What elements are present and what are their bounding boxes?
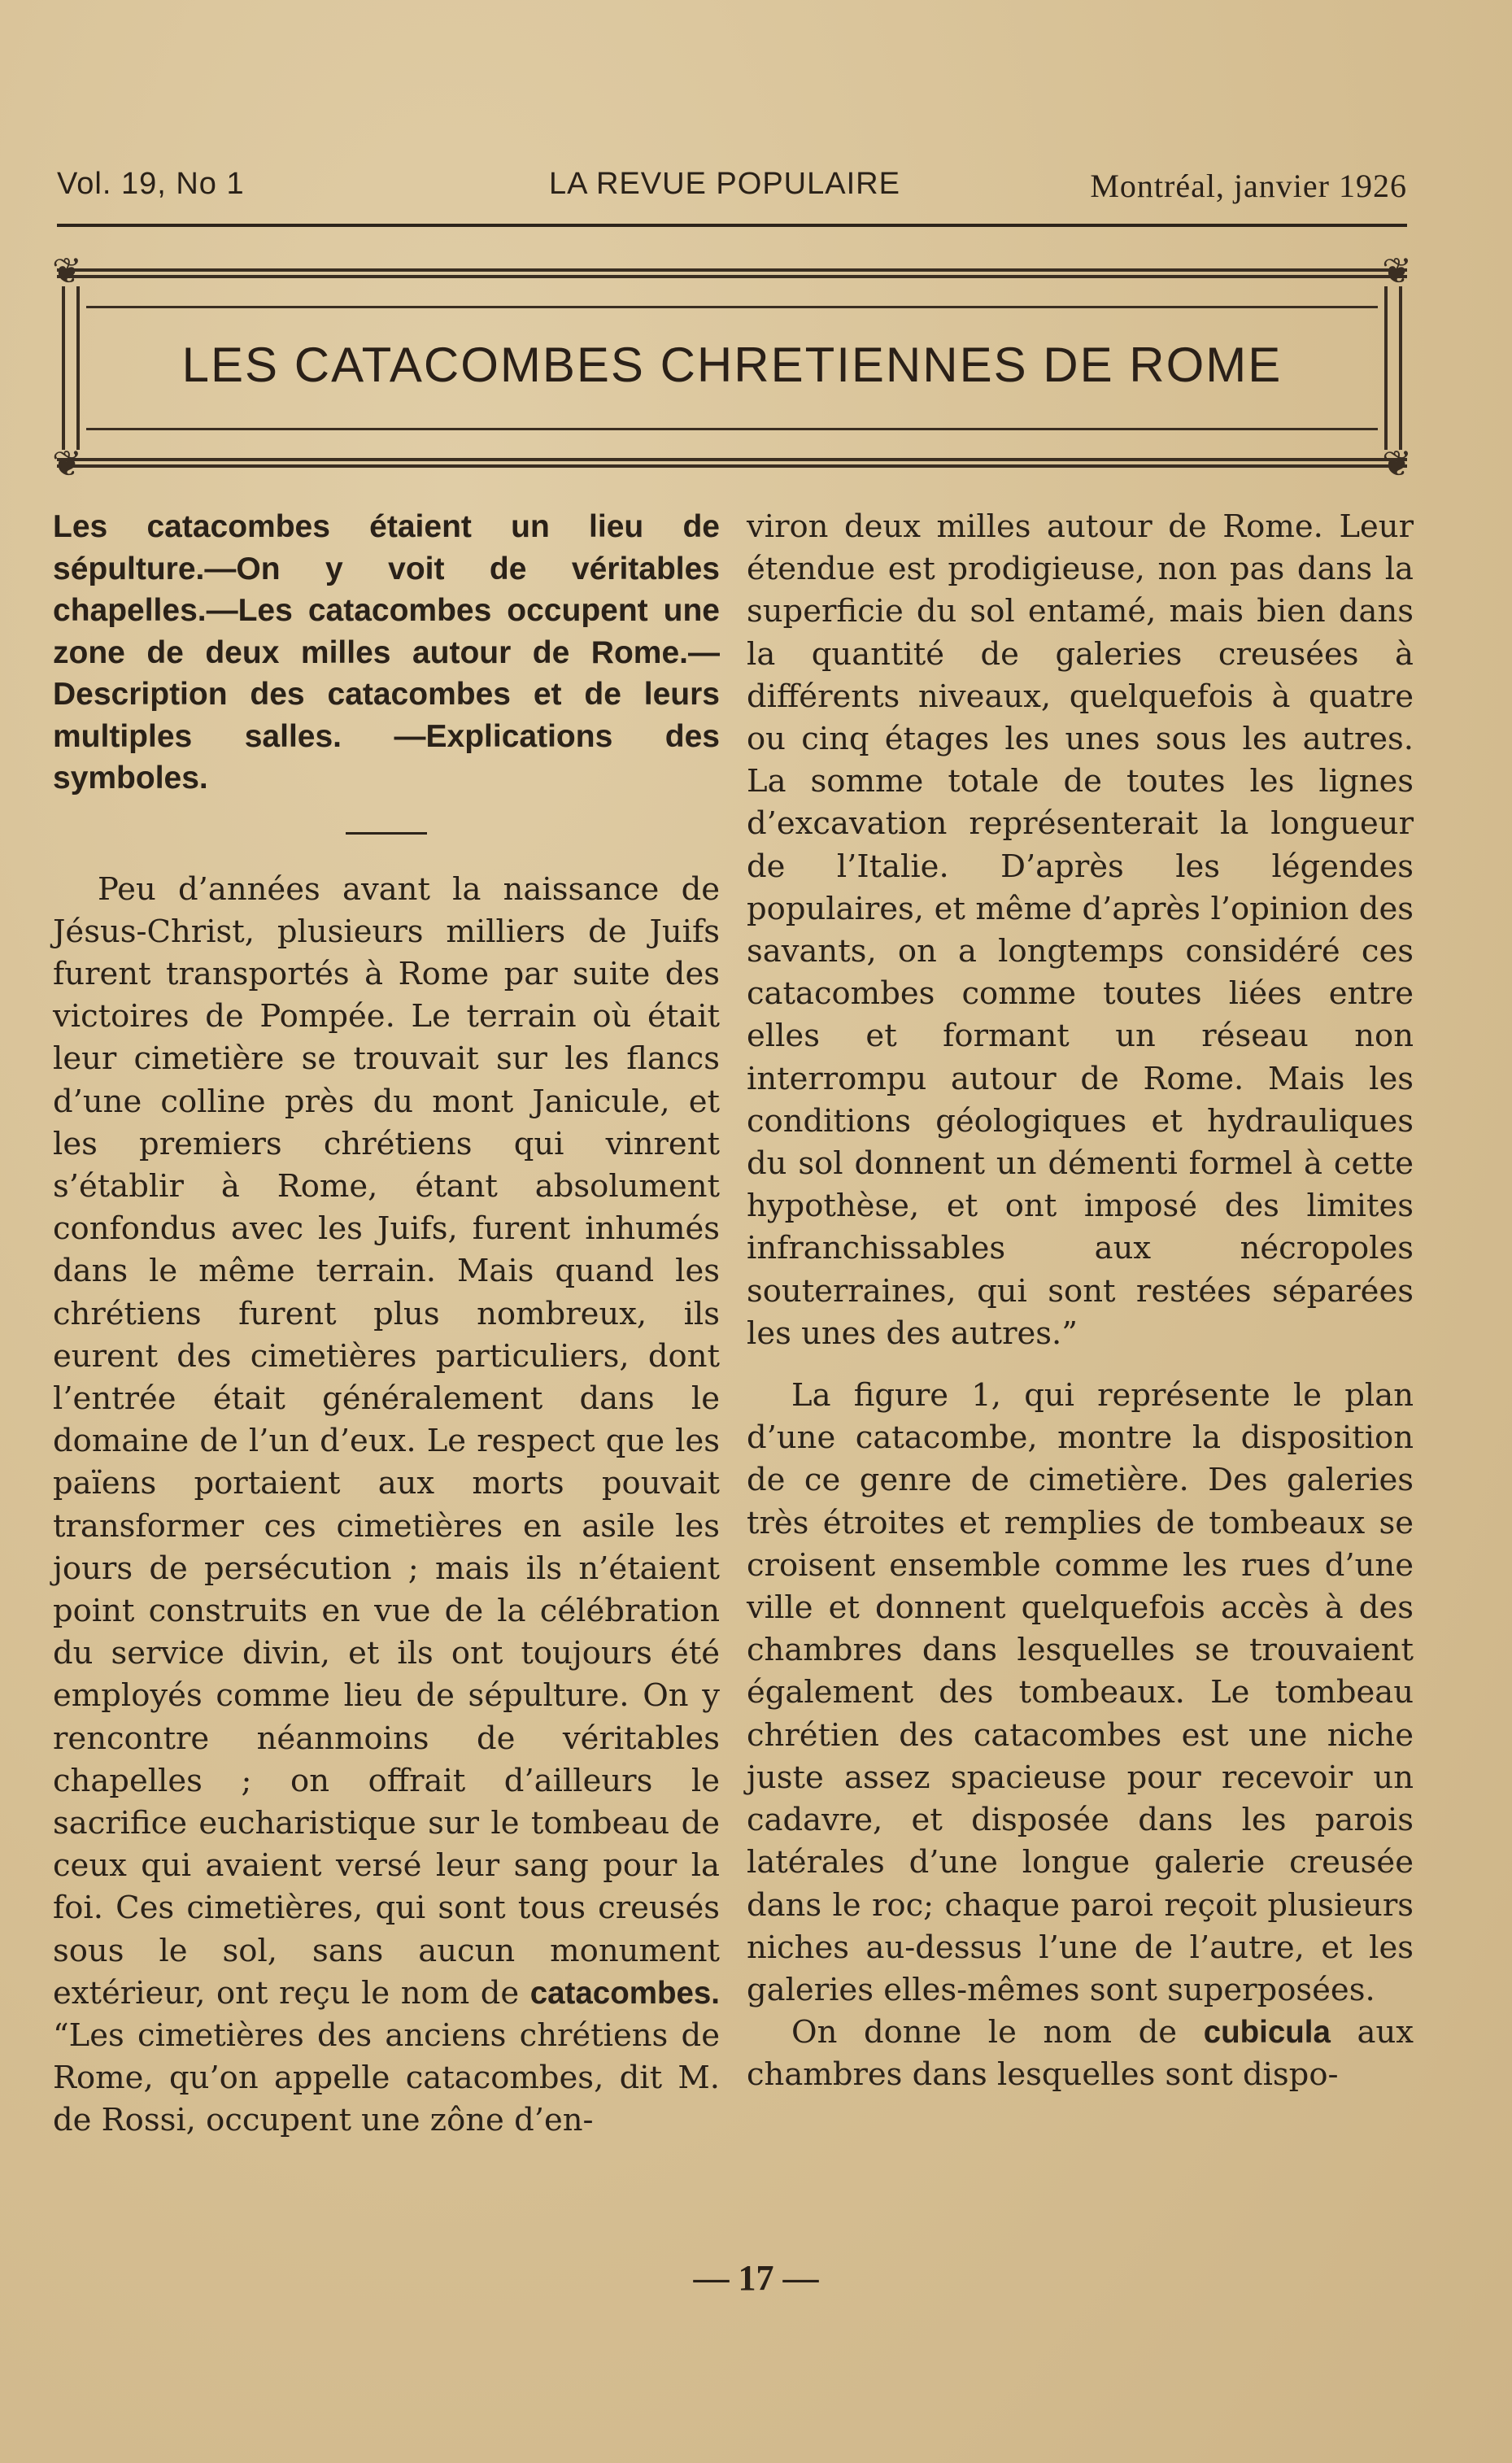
header-rule	[57, 224, 1407, 227]
term-catacombes: catacombes.	[529, 1975, 720, 2011]
paragraph-1-continued: viron deux milles autour de Rome. Leur étendue est prodigieuse, non pas dans la superficie du sol entamé, mais bien dans la quantité de galeries creusées à différents niveaux, quelquefois à quatre ou cinq étages les unes sous les autres. La somme totale de toutes les lignes d’excavation représenterait la longueur de l’Italie. D’après les légendes populaires, et même d’après l’opinion des savants, on a longtemps considéré ces catacombes comme toutes liées entre elles et formant un réseau non interrompu autour de Rome. Mais les conditions géologiques et hydrauliques du sol donnent un démenti formel à cette hypothèse, et ont imposé des limites infranchissables aux nécropoles souterraines, qui sont restées séparées les unes des autres.”	[747, 508, 1414, 1352]
paragraph-1	[53, 869, 720, 2143]
ornament-corner-icon: ❦	[1382, 443, 1412, 485]
ornament-corner-icon: ❦	[52, 251, 82, 292]
term-cubicula: cubicula	[1203, 2015, 1331, 2051]
publication-name: LA REVUE POPULAIRE	[549, 167, 900, 201]
paragraph-1-quote: “Les cimetières des anciens chrétiens de Rome, qu’on appelle catacombes, dit M. de Rossi, occupent une zône d’en-	[53, 2016, 720, 2139]
page-number: — 17 —	[693, 2258, 819, 2298]
issue-date: Montréal, janvier 1926	[1090, 168, 1407, 204]
section-divider	[346, 832, 427, 835]
running-header	[57, 167, 1407, 216]
paragraph-3-start: On donne le nom de	[791, 2014, 1178, 2051]
paragraph-1-text: Peu d’années avant la naissance de Jésus-Christ, plusieurs milliers de Juifs furent transportés à Rome par suite des victoires de Pompée. Le terrain où était leur cimetière se trouvait sur les flancs d’une colline près du mont Janicule, et les premiers chrétiens qui vinrent s’établir à Rome, étant absolument confondus avec les Juifs, furent inhumés dans le même terrain. Mais quand les chrétiens furent plus nombreux, ils eurent des cimetières particuliers, dont l’entrée était généralement dans le domaine de l’un d’eux. Le respect que les païens portaient aux morts pouvait transformer ces cimetières en asile les jours de persécution ; mais ils n’étaient point construits en vue de la célébration du service divin, et ils ont toujours été employés comme lieu de sépulture. On y rencontre néanmoins de véritables chapelles ; on offrait d’ailleurs le sacrifice eucharistique sur le tombeau de ceux qui avaient versé leur sang pour la foi. Ces cimetières, qui sont tous creusés sous le sol, sans aucun monument extérieur, ont reçu le nom de	[53, 870, 720, 2012]
title-frame	[52, 251, 1412, 485]
right-column	[747, 506, 1414, 2097]
volume-number: Vol. 19, No 1	[57, 167, 245, 201]
article-title: LES CATACOMBES CHRETIENNES DE ROME	[181, 338, 1283, 392]
ornament-corner-icon: ❦	[52, 443, 82, 485]
ornament-corner-icon: ❦	[1382, 251, 1412, 292]
paragraph-3-end: aux chambres dans lesquelles sont dispo-	[747, 2014, 1414, 2094]
paragraph-3	[747, 2012, 1414, 2096]
article-summary: Les catacombes étaient un lieu de sépulture.—On y voit de véritables chapelles.—Les catacombes occupent une zone de deux milles autour de Rome.—Description des catacombes et de leurs multiples salles. —Explications des symboles.	[53, 509, 720, 796]
left-column	[53, 506, 720, 2143]
paragraph-2: La figure 1, qui représente le plan d’une catacombe, montre la disposition de ce genre de cimetière. Des galeries très étroites et remplies de tombeaux se croisent ensemble comme les rues d’une ville et donnent quelquefois accès à des chambres dans lesquelles se trouvaient également des tombeaux. Le tombeau chrétien des catacombes est une niche juste assez spacieuse pour recevoir un cadavre, et disposée dans les parois latérales d’une longue galerie creusée dans le roc; chaque paroi reçoit plusieurs niches au-dessus l’une de l’autre, et les galeries elles-mêmes sont superposées.	[747, 1377, 1414, 2008]
